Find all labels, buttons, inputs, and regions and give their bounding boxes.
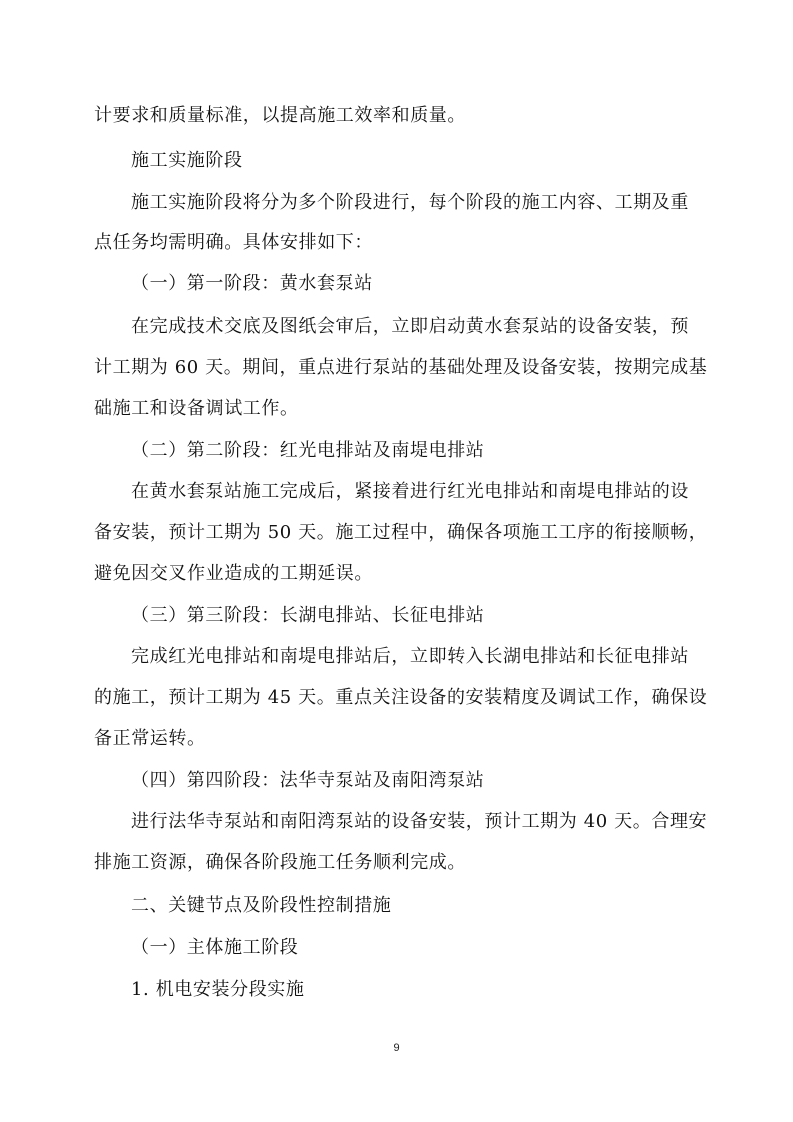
paragraph-line: 点任务均需明确。具体安排如下：: [94, 232, 373, 253]
paragraph-line: 避免因交叉作业造成的工期延误。: [94, 563, 373, 584]
subheading-main-construction: （一）主体施工阶段: [131, 937, 299, 958]
subheading-stage-1: （一）第一阶段：黄水套泵站: [131, 273, 373, 294]
paragraph-line: 计要求和质量标准，以提高施工效率和质量。: [94, 105, 466, 126]
subheading-stage-3: （三）第三阶段：长湖电排站、长征电排站: [131, 605, 485, 626]
paragraph-line: 在完成技术交底及图纸会审后，立即启动黄水套泵站的设备安装，预: [131, 316, 689, 337]
paragraph-line: 计工期为 60 天。期间，重点进行泵站的基础处理及设备安装，按期完成基: [94, 357, 708, 378]
paragraph-line: 完成红光电排站和南堤电排站后，立即转入长湖电排站和长征电排站: [131, 646, 689, 667]
paragraph-line: 备安装，预计工期为 50 天。施工过程中，确保各项施工工序的衔接顺畅，: [94, 522, 708, 543]
section-heading-2: 二、关键节点及阶段性控制措施: [131, 895, 392, 916]
subheading-stage-4: （四）第四阶段：法华寺泵站及南阳湾泵站: [131, 770, 485, 791]
section-heading: 施工实施阶段: [131, 150, 243, 171]
subheading-numbered: 1. 机电安装分段实施: [131, 979, 305, 1000]
paragraph-line: 施工实施阶段将分为多个阶段进行，每个阶段的施工内容、工期及重: [131, 192, 689, 213]
subheading-stage-2: （二）第二阶段：红光电排站及南堤电排站: [131, 440, 485, 461]
paragraph-line: 础施工和设备调试工作。: [94, 398, 299, 419]
paragraph-line: 备正常运转。: [94, 728, 206, 749]
paragraph-line: 在黄水套泵站施工完成后，紧接着进行红光电排站和南堤电排站的设: [131, 481, 689, 502]
paragraph-line: 排施工资源，确保各阶段施工任务顺利完成。: [94, 852, 466, 873]
paragraph-line: 的施工，预计工期为 45 天。重点关注设备的安装精度及调试工作，确保设: [94, 687, 708, 708]
paragraph-line: 进行法华寺泵站和南阳湾泵站的设备安装，预计工期为 40 天。合理安: [131, 811, 708, 832]
page-number: 9: [393, 1042, 400, 1054]
